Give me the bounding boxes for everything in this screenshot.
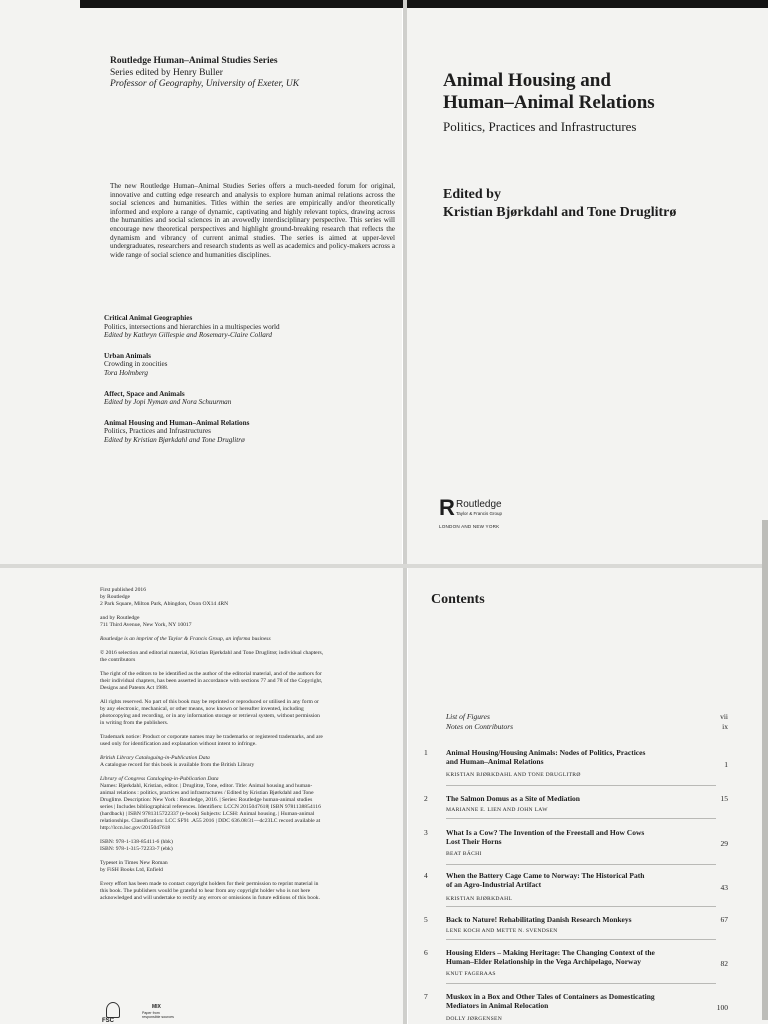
series-book-subtitle: Politics, Practices and Infrastructures (104, 427, 211, 436)
book-subtitle: Politics, Practices and Infrastructures (443, 119, 637, 134)
toc-chapter-authors: MARIANNE E. LIEN AND JOHN LAW (446, 807, 548, 813)
toc-chapter (424, 992, 728, 1024)
toc-page-number: 100 (716, 1003, 728, 1012)
toc-page-number: vii (720, 712, 728, 721)
toc-chapter (424, 828, 728, 860)
first-published: First published 2016 (100, 587, 146, 593)
toc-chapter-authors: BEAT BÄCHI (446, 851, 482, 857)
toc-chapter-authors: DOLLY JØRGENSEN (446, 1016, 503, 1022)
book-title-line: Human–Animal Relations (443, 92, 655, 113)
series-book (104, 314, 389, 340)
toc-page-number: ix (722, 722, 728, 731)
series-book-editors: Edited by Kristian Bjørkdahl and Tone Druglitrø (104, 435, 245, 444)
toc-chapter-authors: LENE KOCH AND METTE N. SVENDSEN (446, 928, 558, 934)
toc-chapter (424, 871, 728, 903)
series-book-subtitle: Crowding in zoocities (104, 360, 168, 369)
toc-chapter-authors: KNUT FAGERAAS (446, 971, 496, 977)
publisher-name: Routledge (456, 499, 502, 510)
book-title-line: Animal Housing and (443, 70, 611, 91)
page-separator (0, 564, 768, 568)
toc-chapter-number: 5 (424, 915, 428, 924)
series-header (110, 56, 390, 91)
scan-top-edge (80, 0, 768, 8)
typeset-note: Typeset in Times New Roman (100, 860, 168, 866)
series-book-subtitle: Politics, intersections and hierarchies in a multispecies world (104, 322, 280, 331)
toc-divider (446, 785, 716, 786)
copyright-block (100, 587, 325, 902)
toc-chapter-number: 2 (424, 794, 428, 803)
series-book-title: Affect, Space and Animals (104, 389, 185, 398)
fsc-logo (100, 996, 190, 1024)
scan-right-edge (762, 520, 768, 1020)
isbn-ebk: ISBN: 978-1-315-72233-7 (ebk) (100, 846, 173, 852)
all-rights-reserved: All rights reserved. No part of this book may be reprinted or reproduced or utilised in any form or by any electronic, mechanical, or other means, now known or hereafter invented, including photocopying and recording, or in any information storage or retrieval system, without permission in writing from the publishers. (100, 699, 320, 726)
trademark-notice: Trademark notice: Product or corporate names may be trademarks or registered trademarks, and are used only for identification and explanation without intent to infringe. (100, 734, 323, 747)
toc-chapter-title: Housing Elders – Making Heritage: The Changing Context of the Human–Elder Relationship in the Vega Archipelago, Norway (446, 948, 655, 966)
fsc-paper: Paper from responsible sources (142, 1011, 174, 1019)
toc-page-number: 67 (720, 915, 728, 924)
publisher-cities: LONDON AND NEW YORK (439, 524, 500, 529)
publisher-address: 2 Park Square, Milton Park, Abingdon, Oxon OX14 4RN (100, 601, 229, 607)
toc-chapter (424, 794, 728, 816)
loc-text: Names: Bjørkdahl, Kristian, editor. | Druglitrø, Tone, editor. Title: Animal housing and human-animal relations : politics, practices and infrastructures / Edited by Kristian Bjørkdahl and Tone Druglitrø. Description: New York : Routledge, 2016. | Series: Routledge human-animal studies series | Includes bibliographical references. Identifiers: LCCN 2015047618| ISBN 9781138854116 (hardback) | ISBN 9781315722337 (e-book) Subjects: LCSH: Animal housing. | Human-animal relationships. Classification: LCC SF91 .A55 2016 | DDC 636.08/31—dc23LC record available at http://lccn.loc.gov/2015047618 (100, 783, 321, 831)
publisher-logo (439, 497, 599, 533)
toc-divider (446, 983, 716, 984)
toc-divider (446, 939, 716, 940)
toc-page-number: 15 (720, 794, 728, 803)
book-editors: Kristian Bjørkdahl and Tone Druglitrø (443, 205, 677, 220)
series-book-editors: Edited by Jopi Nyman and Nora Schuurman (104, 398, 232, 407)
toc-page-number: 43 (720, 883, 728, 892)
copyright-line: © 2016 selection and editorial material, Kristian Bjørkdahl and Tone Druglitrø; individual chapters, the contributors (100, 650, 324, 663)
series-book (104, 390, 389, 407)
toc-chapter-number: 4 (424, 871, 428, 880)
british-library-heading: British Library Cataloguing-in-Publication Data (100, 755, 210, 761)
toc-divider (446, 906, 716, 907)
fsc-mix: MIX (152, 1004, 161, 1010)
toc-page-number: 1 (724, 760, 728, 769)
toc-page-number: 29 (720, 839, 728, 848)
typeset-by: by FiSH Books Ltd, Enfield (100, 867, 163, 873)
toc-chapter-authors: KRISTIAN BJØRKDAHL AND TONE DRUGLITRØ (446, 772, 581, 778)
moral-rights: The right of the editors to be identified as the author of the editorial material, and of the authors for their individual chapters, has been asserted in accordance with sections 77 and 78 of the Copyright, Designs and Patents Act 1988. (100, 671, 323, 691)
published-by: by Routledge (100, 594, 130, 600)
also-published-by: and by Routledge (100, 615, 140, 621)
routledge-logo-icon: R (439, 495, 455, 520)
series-book-title: Animal Housing and Human–Animal Relations (104, 418, 250, 427)
contents-heading: Contents (431, 592, 485, 607)
publisher-group: Taylor & Francis Group (456, 511, 503, 516)
series-editor: Series edited by Henry Buller (110, 67, 223, 78)
series-book-list (104, 314, 389, 445)
toc-chapter-number: 3 (424, 828, 428, 837)
book-spine (403, 0, 407, 1024)
imprint-note: Routledge is an imprint of the Taylor & Francis Group, an informa business (100, 636, 271, 642)
toc-page-number: 82 (720, 959, 728, 968)
series-book-editors: Tora Holmberg (104, 368, 148, 377)
book-title (443, 70, 763, 114)
toc-front-title: List of Figures (446, 712, 490, 721)
series-book-editors: Edited by Kathryn Gillespie and Rosemary-Claire Collard (104, 331, 272, 340)
series-book (104, 352, 389, 378)
series-editor-affiliation: Professor of Geography, University of Exeter, UK (110, 79, 300, 89)
isbn-hbk: ISBN: 978-1-138-85411-6 (hbk) (100, 839, 173, 845)
toc-chapter (424, 748, 728, 780)
toc-chapter (424, 948, 728, 980)
toc-chapter-authors: KRISTIAN BJØRKDAHL (446, 896, 513, 902)
toc-chapter-title: Animal Housing/Housing Animals: Nodes of Politics, Practices and Human–Animal Relations (446, 748, 646, 766)
toc-chapter-number: 1 (424, 748, 428, 757)
loc-heading: Library of Congress Cataloging-in-Publication Data (100, 776, 219, 782)
toc-chapter-title: What Is a Cow? The Invention of the Freestall and How Cows Lost Their Horns (446, 828, 645, 846)
edited-by-label: Edited by (443, 187, 501, 202)
toc-divider (446, 864, 716, 865)
british-library-text: A catalogue record for this book is available from the British Library (100, 762, 255, 768)
toc-divider (446, 818, 716, 819)
toc-front-title: Notes on Contributors (446, 722, 514, 731)
copyright-holder-notice: Every effort has been made to contact copyright holders for their permission to reprint material in this book. The publishers would be grateful to hear from any copyright holder who is not here acknowledged and will undertake to rectify any errors or omissions in future editions of this book. (100, 881, 320, 901)
toc-chapter-number: 6 (424, 948, 428, 957)
fsc-tree-icon (106, 1002, 120, 1018)
series-book-title: Critical Animal Geographies (104, 314, 193, 322)
series-book-title: Urban Animals (104, 351, 151, 360)
series-book (104, 419, 389, 445)
publisher-address: 711 Third Avenue, New York, NY 10017 (100, 622, 192, 628)
series-title: Routledge Human–Animal Studies Series (110, 56, 278, 66)
toc-chapter-title: When the Battery Cage Came to Norway: The Historical Path of an Agro-Industrial Artifact (446, 871, 645, 889)
toc-chapter-number: 7 (424, 992, 428, 1001)
editors-block (443, 186, 763, 222)
toc-chapter-title: Back to Nature! Rehabilitating Danish Research Monkeys (446, 915, 632, 924)
series-description: The new Routledge Human–Animal Studies Series offers a much-needed forum for original, innovative and cutting edge research and analysis to explore human animal relations across the social sciences and humanities. Titles within the series are empirically and/or theoretically informed and explore a range of dynamic, captivating and highly relevant topics, drawing across the humanities and social sciences in an avowedly interdisciplinary perspective. This series will encourage new theoretical perspectives and highlight ground-breaking research that reflects the dynamism and vibrancy of current animal studies. The series is aimed at upper-level undergraduates, researchers and research students as well as academics and policy-makers across a wide range of social science and humanities disciplines. (110, 182, 395, 259)
toc-chapter (424, 915, 728, 937)
toc-chapter-title: Muskox in a Box and Other Tales of Containers as Domesticating Mediators in Animal Relocation (446, 992, 655, 1010)
toc-chapter-title: The Salmon Domus as a Site of Mediation (446, 794, 580, 803)
fsc-mark: FSC (102, 1018, 114, 1024)
